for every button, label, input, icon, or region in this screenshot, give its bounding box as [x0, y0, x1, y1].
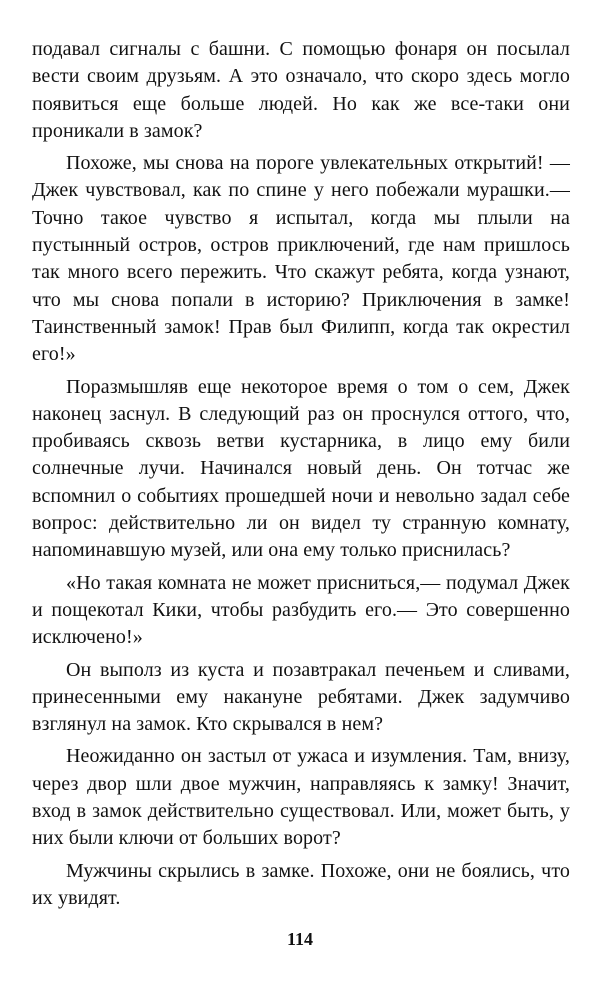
paragraph-6: Неожиданно он застыл от ужаса и изумления. Там, внизу, через двор шли двое мужчин, направляясь к замку! Значит, вход в замок действительно существовал. Или, может быть, у них были ключи от больших ворот?	[32, 745, 570, 850]
page-body	[32, 36, 570, 912]
paragraph-1: подавал сигналы с башни. С помощью фонаря он посылал вести своим друзьям. А это означало, что скоро здесь могло появиться еще больше людей. Но как же все-таки они проникали в замок?	[32, 38, 570, 142]
paragraph-4: «Но такая комната не может присниться,— подумал Джек и пощекотал Кики, чтобы разбудить его.— Это совершенно исключено!»	[32, 571, 570, 649]
paragraph-5: Он выполз из куста и позавтракал печеньем и сливами, принесенными ему накануне ребятами. Джек задумчиво взглянул на замок. Кто скрывался в нем?	[32, 658, 570, 736]
paragraph-2: Похоже, мы снова на пороге увлекательных открытий! — Джек чувствовал, как по спине у него побежали мурашки.— Точно такое чувство я испытал, когда мы плыли на пустынный остров, остров приключений, где нам пришлось так много всего пережить. Что скажут ребята, когда узнают, что мы снова попали в историю? Приключения в замке! Таинственный замок! Прав был Филипп, когда так окрестил его!»	[32, 152, 570, 366]
paragraph-3: Поразмышляв еще некоторое время о том о сем, Джек наконец заснул. В следующий раз он проснулся оттого, что, пробиваясь сквозь ветви кустарника, в лицо ему били солнечные лучи. Начинался новый день. Он тотчас же вспомнил о событиях прошедшей ночи и невольно задал себе вопрос: действительно ли он видел ту странную комнату, напоминавшую музей, или она ему только приснилась?	[32, 375, 570, 562]
paragraph-7: Мужчины скрылись в замке. Похоже, они не боялись, что их увидят.	[32, 859, 570, 909]
page-number: 114	[286, 929, 313, 949]
